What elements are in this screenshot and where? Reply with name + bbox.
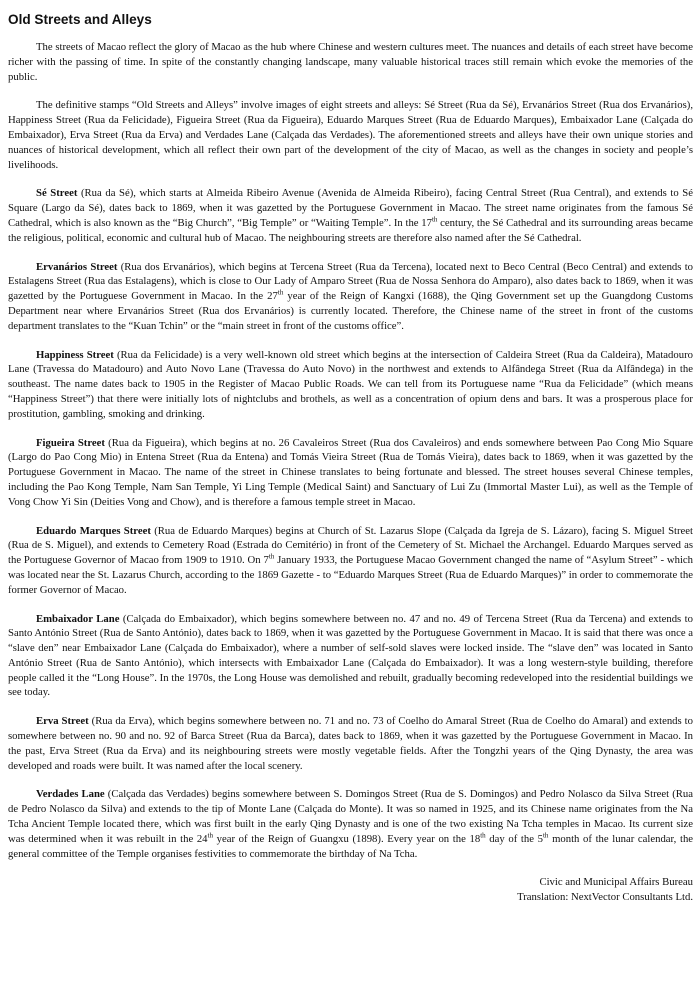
signature-bureau: Civic and Municipal Affairs Bureau xyxy=(539,876,693,889)
erva-street-heading: Erva Street xyxy=(36,715,89,728)
figueira-street-heading: Figueira Street xyxy=(36,436,105,449)
signature-translation: Translation: NextVector Consultants Ltd. xyxy=(517,891,693,904)
figueira-street-paragraph: Figueira Street (Rua da Figueira), which begins at no. 26 Cavaleiros Street (Rua dos Cavaleiros) and ends somewhere between Pao Cong Mio Square (Largo do Pao Cong Mio) in Entena Street (Rua da Entena) and Tomás Vieira Street (Rua de Tomás Vieira), dates back to 1869, when it was gazetted by the Portuguese Government in Macao. The name of the street in Chinese translates to being fortunate and blessed. The street houses several Chinese temples, including the Pao Kong Temple, Nam San Temple, Yi Ling Temple (Medical Saint) and Sanctuary of Lui Zu (Immortal Master Lui), as well as the Temple of Vong Chow Yi Sin (Deities Vong and Chow), and is therefore a famous temple street in Macao. xyxy=(8,436,693,508)
ervanarios-street-heading: Ervanários Street xyxy=(36,260,118,273)
embaixador-lane-heading: Embaixador Lane xyxy=(36,612,120,625)
verdades-lane-heading: Verdades Lane xyxy=(36,788,105,801)
happiness-street-heading: Happiness Street xyxy=(36,348,114,361)
embaixador-lane-paragraph: Embaixador Lane (Calçada do Embaixador), which begins somewhere between no. 47 and no. 49 of Tercena Street (Rua da Tercena) and extends to Santo António Street (Rua de Santo António), dates back to 1869, when it was gazetted by the Portuguese Government in Macao. It is said that there was once a “slave den” near Embaixador Lane (Calçada do Embaixador), where a number of self-sold slaves were locked inside. The “slave den” was located in Santo António Street (Rua de Santo António), which intersects with Embaixador Lane (Calçada do Embaixador). It was a long western-style building, therefore people called it the “Long House”. In the 1970s, the Long House was demolished and rebuilt, gradually becoming redeveloped into the residential buildings we see today. xyxy=(8,612,693,699)
signature-block xyxy=(8,875,693,905)
verdades-lane-paragraph: Verdades Lane (Calçada das Verdades) begins somewhere between S. Domingos Street (Rua de S. Domingos) and Pedro Nolasco da Silva Street (Rua de Pedro Nolasco da Silva) and extends to the tip of Monte Lane (Calçada do Monte). It was so named in 1925, and its Chinese name originates from the Na Tcha Ancient Temple located there, which was first built in the early Qing Dynasty and is one of the two existing Na Tcha temples in Macao. Its current size was determined when it was rebuilt in the 24th year of the Reign of Guangxu (1898). Every year on the 18th day of the 5th month of the lunar calendar, the general committee of the Temple organises festivities to commemorate the birthday of Na Tcha. xyxy=(8,788,694,860)
intro-paragraph-2: The definitive stamps “Old Streets and Alleys” involve images of eight streets and alleys: Sé Street (Rua da Sé), Ervanários Street (Rua dos Ervanários), Happiness Street (Rua da Felicidade), Figueira Street (Rua da Figueira), Eduardo Marques Street (Rua de Eduardo Marques), Embaixador Lane (Calçada do Embaixador), Erva Street (Rua da Erva) and Verdades Lane (Calçada das Verdades). The aforementioned streets and alleys have their own unique stories and nuances of historical development, which all reflect their own part of the development of the city of Macao, as well as the changes in society and people’s livelihoods. xyxy=(8,99,693,171)
erva-street-paragraph: Erva Street (Rua da Erva), which begins somewhere between no. 71 and no. 73 of Coelho do Amaral Street (Rua de Coelho do Amaral) and extends to somewhere between no. 90 and no. 92 of Barca Street (Rua da Barca), dates back to 1869, when it was gazetted by the Portuguese Government in Macao. In the past, Erva Street (Rua da Erva) and its neighbouring streets were mostly vegetable fields. After the Tongzhi years of the Qing Dynasty, the area was developed and roads were built. It was named after the local scenery. xyxy=(8,715,693,772)
se-street-heading: Sé Street xyxy=(36,187,78,200)
ervanarios-street-paragraph: Ervanários Street (Rua dos Ervanários), which begins at Tercena Street (Rua da Tercena), located next to Beco Central (Beco Central) and extends to Estalagens Street (Rua das Estalagens), which is close to Our Lady of Amparo Street (Rua de Nossa Senhora do Amparo), also dates back to 1869, when it was gazetted by the Portuguese Government in Macao. In the 27th year of the Reign of Kangxi (1688), the Qing Government set up the Guangdong Customs Department near where Ervanários Street (Rua dos Ervanários) is currently located. Therefore, the Chinese name of the street in front of the customs department translates to the “Kuan Tchin” or the “main street in front of the customs office”. xyxy=(8,260,694,332)
happiness-street-paragraph: Happiness Street (Rua da Felicidade) is a very well-known old street which begins at the intersection of Caldeira Street (Rua da Caldeira), Matadouro Lane (Travessa do Matadouro) and Auto Novo Lane (Travessa do Auto Novo) in the northwest and extends to Alfândega Street (Rua da Alfândega) in the southeast. The name dates back to 1905 in the Register of Macao Public Roads. We can tell from its Portuguese name “Rua da Felicidade” (which means “Happiness Street”) that there were initially lots of nightclubs and brothels, as well as a concentration of opium dens and bars. It was a prosperous place for prostitution, gambling, smoking and drinking. xyxy=(8,348,693,420)
eduardo-marques-street-heading: Eduardo Marques Street xyxy=(36,524,151,537)
se-street-paragraph: Sé Street (Rua da Sé), which starts at Almeida Ribeiro Avenue (Avenida de Almeida Ribeiro), facing Central Street (Rua Central), and extends to Sé Square (Largo da Sé), dates back to 1869, when it was gazetted by the Portuguese Government in Macao. The street name originates from the famous Sé Cathedral, which is also known as the “Big Church”, “Big Temple” or “Waiting Temple”. In the 17th century, the Sé Cathedral and its surrounding areas became the religious, political, economic and cultural hub of Macao. The neighbouring streets are therefore also named after the Sé Cathedral. xyxy=(8,187,693,244)
eduardo-marques-street-paragraph: Eduardo Marques Street (Rua de Eduardo Marques) begins at Church of St. Lazarus Slope (Calçada da Igreja de S. Lázaro), facing S. Miguel Street (Rua de S. Miguel), and extends to Cemetery Road (Estrada do Cemitério) in front of the Cemetery of St. Michael the Archangel. Eduardo Marques served as the Portuguese Governor of Macao from 1909 to 1910. On 7th January 1933, the Portuguese Macao Government changed the name of “Asylum Street” - which was located near the St. Lazarus Church, according to the 1869 Gazette - to “Eduardo Marques Street (Rua de Eduardo Marques)” in order to commemorate the former Governor of Macao. xyxy=(8,524,694,596)
page-title: Old Streets and Alleys xyxy=(8,12,152,27)
intro-paragraph-1: The streets of Macao reflect the glory of Macao as the hub where Chinese and western cultures meet. The nuances and details of each street have become richer with the passing of time. In spite of the constantly changing landscape, many valuable historical traces still remain which evoke the memories of the public. xyxy=(8,41,693,83)
